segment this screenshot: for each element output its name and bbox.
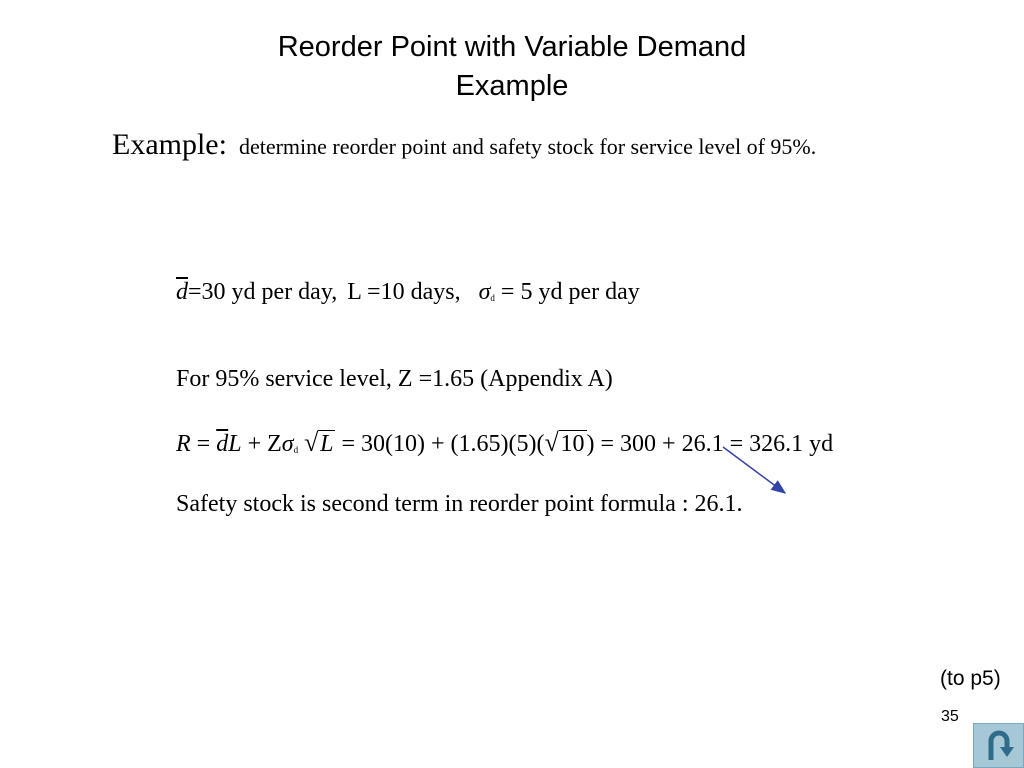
page-number: 35 [941,708,959,725]
mean-demand-symbol: $\overline{d}$ [176,279,188,305]
sqrt-ten-value: 10 [560,431,585,457]
example-text: determine reorder point and safety stock for service level of 95%. [238,134,817,159]
formula-calc-part-1: = 30(10) + (1.65)(5)( [335,431,545,457]
slide-title-line-1: Reorder Point with Variable Demand [277,31,747,63]
sqrt-l-value: L [320,431,334,457]
sigma-symbol: σ [478,279,491,305]
sigma-value: = 5 yd per day [500,279,640,305]
mean-demand-value: =30 yd per day, [188,279,338,305]
formula-d-bar: $\overline{d}$ [216,431,229,457]
return-button[interactable] [973,723,1024,768]
slide-title-line-2: Example [455,70,569,102]
sigma-subscript: d [490,293,495,303]
formula-calc-part-2: ) = 300 + 26.1 = 326.1 yd [586,431,834,457]
formula-sigma: σ [281,431,294,457]
formula-r: R [176,431,191,457]
safety-stock-line: Safety stock is second term in reorder point formula : 26.1. [176,491,743,517]
arrow-line [723,447,785,493]
lead-time-value: L =10 days, [347,279,461,305]
formula-l: L [228,431,242,457]
u-turn-arrow-icon [982,729,1016,763]
sqrt-l-radical-icon: √ [304,428,319,457]
sqrt-ten-radical-icon: √ [544,428,559,457]
formula-equals: = [190,431,217,457]
to-page-5-link[interactable]: (to p5) [940,667,1001,690]
formula-sigma-subscript: d [293,445,299,455]
formula-plus-z: + Z [241,431,282,457]
z-value-line: For 95% service level, Z =1.65 (Appendix A) [176,366,613,392]
example-label: Example: [112,128,227,161]
